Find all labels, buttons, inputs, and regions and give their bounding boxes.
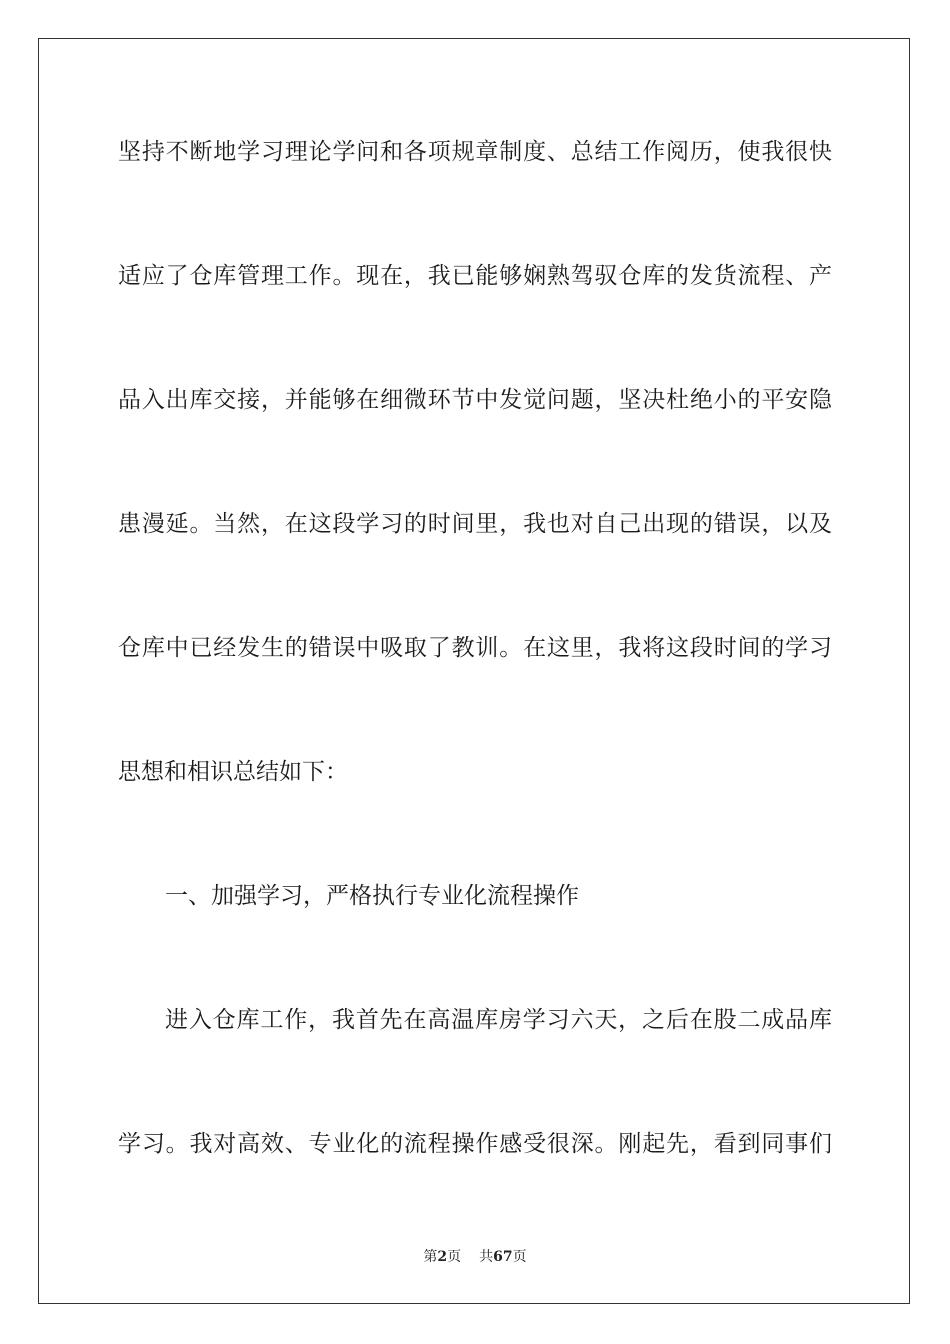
total-suffix: 页 (512, 1249, 527, 1265)
body-text-line: 适应了仓库管理工作。现在，我已能够娴熟驾驭仓库的发货流程、产 (118, 263, 832, 289)
page-suffix: 页 (447, 1249, 462, 1265)
page-footer (0, 1248, 950, 1266)
body-text-line: 品入出库交接，并能够在细微环节中发觉问题，坚决杜绝小的平安隐 (118, 387, 832, 413)
body-text-line: 患漫延。当然，在这段学习的时间里，我也对自己出现的错误，以及 (118, 511, 832, 537)
page-number: 2 (437, 1249, 448, 1265)
section-heading: 一、加强学习，严格执行专业化流程操作 (165, 883, 579, 909)
total-prefix: 共 (479, 1249, 494, 1265)
body-text-line: 思想和相识总结如下： (118, 759, 348, 785)
body-text-line: 坚持不断地学习理论学问和各项规章制度、总结工作阅历，使我很快 (118, 139, 832, 165)
total-pages: 67 (493, 1249, 513, 1265)
page-prefix: 第 (423, 1249, 438, 1265)
body-text-line: 进入仓库工作，我首先在高温库房学习六天，之后在股二成品库 (165, 1007, 832, 1033)
page-border (38, 38, 910, 1304)
body-text-line: 仓库中已经发生的错误中吸取了教训。在这里，我将这段时间的学习 (118, 635, 832, 661)
body-text-line: 学习。我对高效、专业化的流程操作感受很深。刚起先，看到同事们 (118, 1131, 832, 1157)
